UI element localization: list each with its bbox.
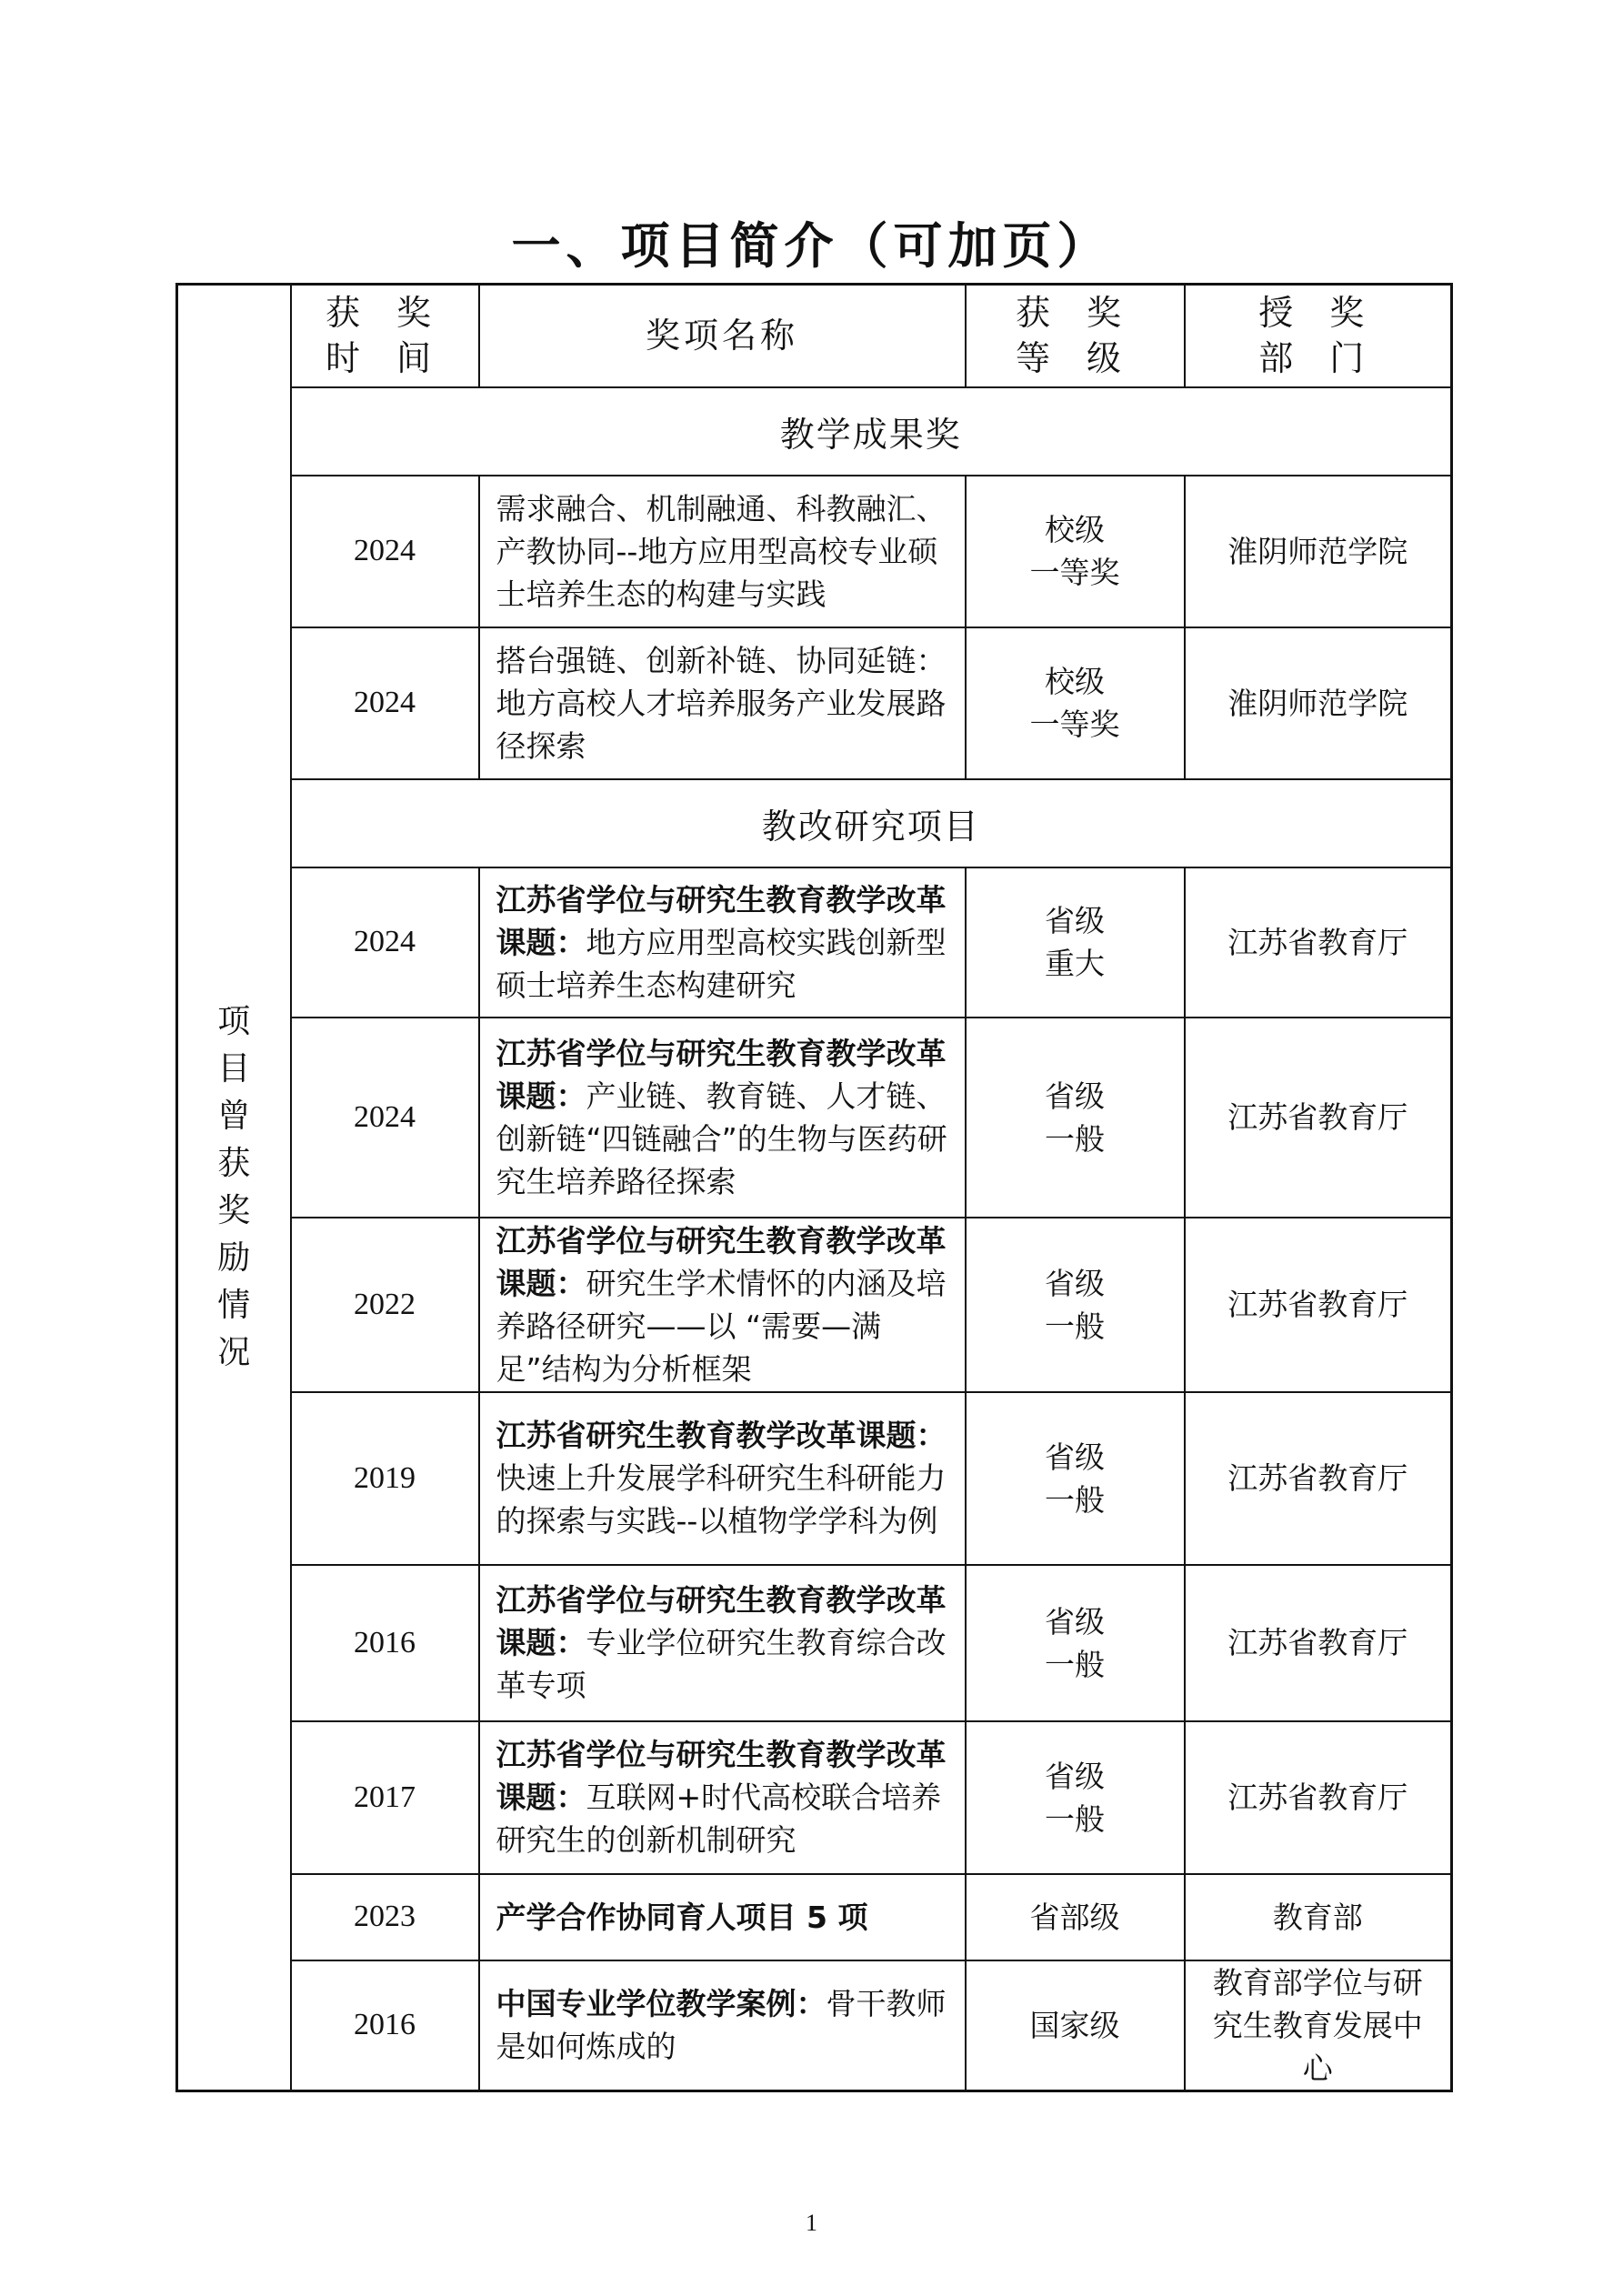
award-level-line: 一般 <box>1045 1800 1105 1837</box>
header-dept-line1: 授 奖 <box>1258 293 1378 334</box>
header-level <box>966 285 1185 387</box>
award-year: 2019 <box>291 1392 479 1565</box>
award-year: 2024 <box>291 867 479 1018</box>
award-level-line: 省级 <box>1045 903 1105 938</box>
section-title: 教改研究项目 <box>291 779 1452 867</box>
award-name-text: 搭台强链、创新补链、协同延链：地方高校人才培养服务产业发展路径探索 <box>496 642 947 764</box>
side-label-char: 曾 <box>217 1097 251 1135</box>
award-department: 江苏省教育厅 <box>1185 1018 1452 1218</box>
award-level <box>966 1565 1185 1721</box>
header-level-line1: 获 奖 <box>1015 293 1135 334</box>
side-label-char: 奖 <box>217 1191 251 1229</box>
award-level-line: 省级 <box>1045 1439 1105 1475</box>
award-level <box>966 867 1185 1018</box>
side-label-char: 况 <box>217 1333 251 1371</box>
award-year: 2024 <box>291 1018 479 1218</box>
header-time-line1: 获 奖 <box>325 293 445 334</box>
section-title: 教学成果奖 <box>291 387 1452 476</box>
award-name-text: 地方应用型高校实践创新型硕士培养生态构建研究 <box>496 924 947 1003</box>
award-department: 教育部 <box>1185 1874 1452 1960</box>
award-level-line: 一般 <box>1045 1646 1105 1682</box>
award-level <box>966 1392 1185 1565</box>
side-label-char: 项 <box>217 1002 251 1040</box>
award-name <box>479 1218 966 1392</box>
table-row <box>177 1218 1452 1392</box>
side-label-char: 目 <box>217 1049 251 1088</box>
awards-table <box>175 283 1453 2092</box>
award-name-text: 互联网+时代高校联合培养研究生的创新机制研究 <box>496 1780 942 1858</box>
award-year: 2024 <box>291 627 479 779</box>
header-name: 奖项名称 <box>479 285 966 387</box>
award-level-line: 国家级 <box>1029 2007 1120 2043</box>
award-name-prefix: 江苏省学位与研究生教育教学改革课题： <box>496 1222 947 1301</box>
award-department: 江苏省教育厅 <box>1185 1392 1452 1565</box>
award-level-line: 校级 <box>1045 664 1105 699</box>
award-year: 2016 <box>291 1565 479 1721</box>
award-year: 2016 <box>291 1960 479 2091</box>
table-row <box>177 867 1452 1018</box>
table-row <box>177 1392 1452 1565</box>
award-name-text: 研究生学术情怀的内涵及培养路径研究——以 “需要—满足”结构为分析框架 <box>496 1265 947 1387</box>
award-level-line: 省级 <box>1045 1603 1105 1639</box>
award-name <box>479 1018 966 1218</box>
award-level <box>966 1721 1185 1874</box>
award-name-prefix: 中国专业学位教学案例： <box>496 1986 827 2021</box>
award-name-text: 快速上升发展学科研究生科研能力的探索与实践--以植物学学科为例 <box>496 1460 947 1539</box>
award-year: 2017 <box>291 1721 479 1874</box>
award-name <box>479 1721 966 1874</box>
table-row <box>177 476 1452 627</box>
award-name-text: 骨干教师是如何炼成的 <box>496 1986 947 2064</box>
award-department: 淮阴师范学院 <box>1185 476 1452 627</box>
award-level <box>966 1960 1185 2091</box>
award-name-prefix: 产学合作协同育人项目 5 项 <box>496 1899 868 1935</box>
award-level-line: 重大 <box>1045 946 1105 981</box>
page-title: 一、项目简介（可加页） <box>511 217 1112 275</box>
award-name-text: 需求融合、机制融通、科教融汇、产教协同--地方应用型高校专业硕士培养生态的构建与实践 <box>496 490 947 612</box>
award-level <box>966 1874 1185 1960</box>
header-row <box>177 285 1452 387</box>
award-year: 2022 <box>291 1218 479 1392</box>
award-department: 江苏省教育厅 <box>1185 1721 1452 1874</box>
award-level <box>966 1218 1185 1392</box>
award-level-line: 一般 <box>1045 1120 1105 1157</box>
table-row <box>177 1874 1452 1960</box>
table-row <box>177 627 1452 779</box>
award-department: 淮阴师范学院 <box>1185 627 1452 779</box>
side-label-char: 情 <box>217 1286 251 1324</box>
section-row <box>177 387 1452 476</box>
award-level-line: 一般 <box>1045 1308 1105 1344</box>
award-name <box>479 1392 966 1565</box>
award-level <box>966 476 1185 627</box>
award-department: 江苏省教育厅 <box>1185 1565 1452 1721</box>
award-name <box>479 1565 966 1721</box>
side-label-char: 励 <box>217 1238 251 1277</box>
header-time-line2: 时 间 <box>325 338 445 379</box>
award-name <box>479 1874 966 1960</box>
award-name <box>479 627 966 779</box>
award-name-prefix: 江苏省学位与研究生教育教学改革课题： <box>496 1035 947 1114</box>
award-level-line: 一等奖 <box>1029 707 1120 742</box>
award-name <box>479 476 966 627</box>
award-department: 教育部学位与研究生教育发展中心 <box>1185 1960 1452 2091</box>
award-name-text: 专业学位研究生教育综合改革专项 <box>496 1625 947 1703</box>
award-level-line: 校级 <box>1045 512 1105 547</box>
award-name <box>479 1960 966 2091</box>
award-level-line: 省级 <box>1045 1758 1105 1794</box>
award-name <box>479 867 966 1018</box>
award-level-line: 省部级 <box>1029 1899 1120 1935</box>
award-year: 2023 <box>291 1874 479 1960</box>
award-name-prefix: 江苏省学位与研究生教育教学改革课题： <box>496 1582 947 1660</box>
award-name-prefix: 江苏省学位与研究生教育教学改革课题： <box>496 1737 947 1815</box>
award-level-line: 省级 <box>1045 1078 1105 1114</box>
award-department: 江苏省教育厅 <box>1185 1218 1452 1392</box>
header-level-line2: 等 级 <box>1015 338 1135 379</box>
award-level <box>966 1018 1185 1218</box>
award-name-prefix: 江苏省研究生教育教学改革课题： <box>496 1418 947 1453</box>
page-number: 1 <box>806 2210 817 2236</box>
table-row <box>177 1018 1452 1218</box>
header-dept-line2: 部 门 <box>1258 338 1378 379</box>
award-level-line: 省级 <box>1045 1265 1105 1301</box>
award-level <box>966 627 1185 779</box>
award-level-line: 一般 <box>1045 1481 1105 1518</box>
section-row <box>177 779 1452 867</box>
table-row <box>177 1565 1452 1721</box>
side-label-char: 获 <box>217 1144 251 1182</box>
table-row <box>177 1721 1452 1874</box>
side-label <box>177 285 291 2091</box>
award-department: 江苏省教育厅 <box>1185 867 1452 1018</box>
award-year: 2024 <box>291 476 479 627</box>
header-dept <box>1185 285 1452 387</box>
award-name-prefix: 江苏省学位与研究生教育教学改革课题： <box>496 881 947 960</box>
header-time <box>291 285 479 387</box>
award-name-text: 产业链、教育链、人才链、创新链“四链融合”的生物与医药研究生培养路径探索 <box>496 1078 947 1199</box>
award-level-line: 一等奖 <box>1029 555 1120 590</box>
table-row <box>177 1960 1452 2091</box>
